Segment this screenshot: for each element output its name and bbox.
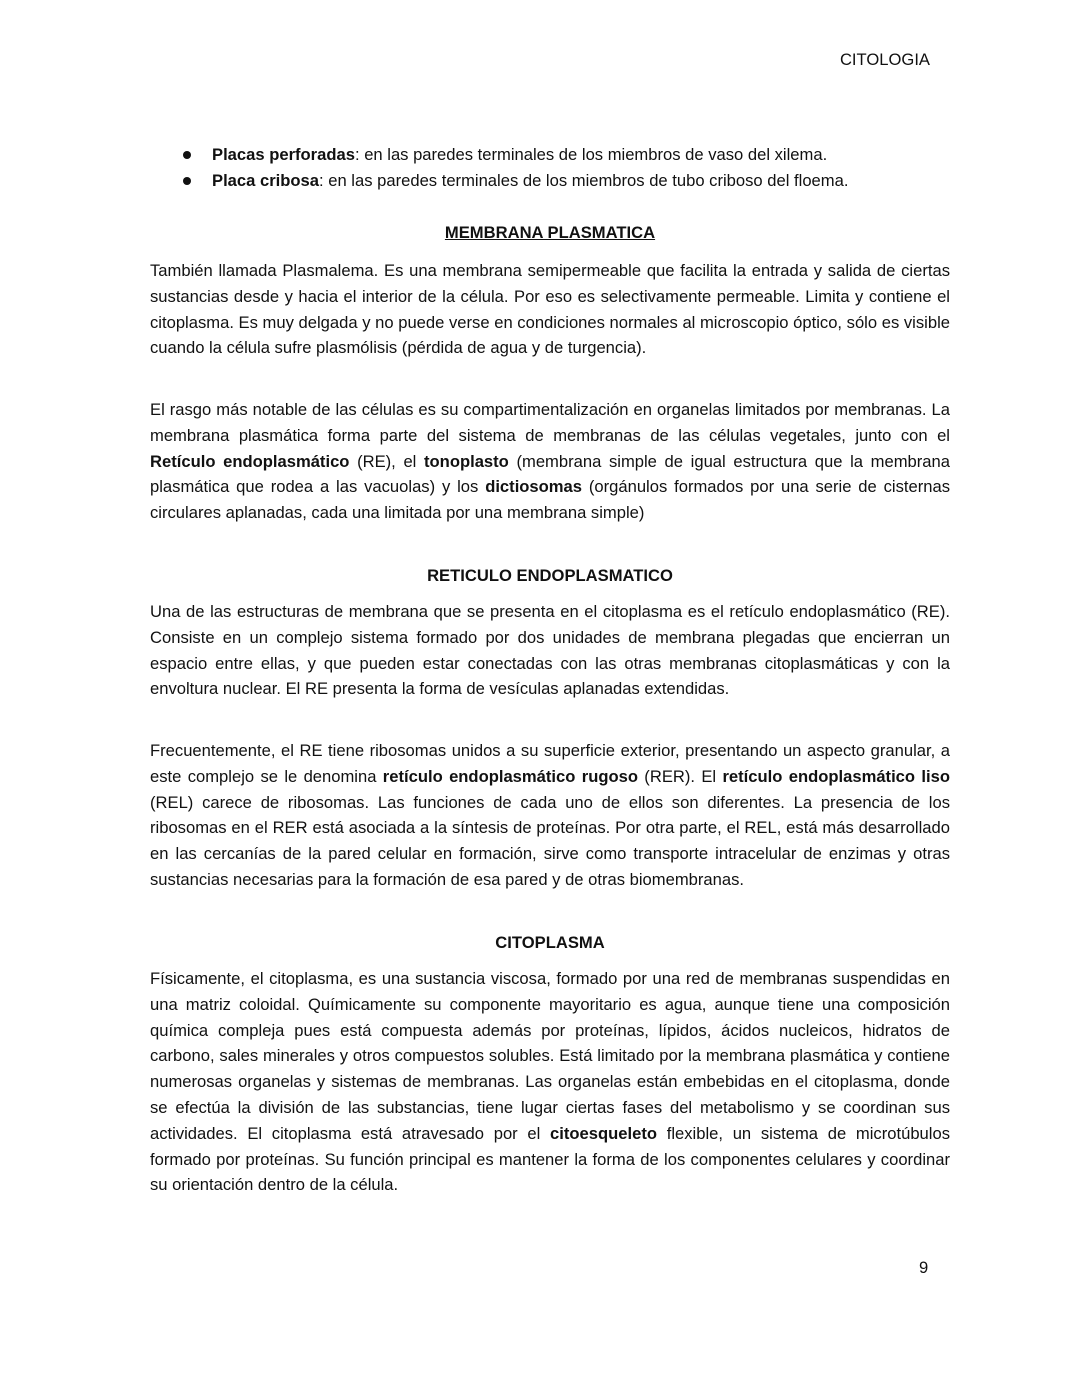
running-header: CITOLOGIA — [839, 50, 930, 69]
section-heading-reticulo: RETICULO ENDOPLASMATICO — [427, 566, 673, 585]
bold-term: retículo endoplasmático liso — [722, 766, 950, 786]
bullet-item — [150, 168, 950, 194]
text-run: (membrana simple de igual estructura que la membrana plasmática que rodea a las vacuolas) y los — [150, 451, 950, 497]
text-run: (RER). El — [637, 766, 723, 786]
page-number: 9 — [919, 1258, 929, 1277]
paragraph — [150, 397, 950, 526]
text-run: flexible, un sistema de microtúbulos formado por proteínas. Su función principal es mantener la forma de los componentes celulares y coordinar su orientación dentro de la célula. — [150, 1123, 950, 1195]
bullet-list — [150, 142, 950, 194]
bold-term: Retículo endoplasmático — [150, 451, 350, 471]
bold-term: Placas perforadas — [212, 145, 355, 164]
bold-term: Placa cribosa — [212, 170, 320, 190]
paragraph — [150, 599, 950, 702]
section-heading-membrana — [150, 220, 950, 246]
bold-term: retículo endoplasmático rugoso — [382, 766, 638, 786]
heading-text: MEMBRANA PLASMATICA — [444, 223, 656, 242]
text-run: Físicamente, el citoplasma, es una sustancia viscosa, formado por una red de membranas suspendidas en una matriz coloidal. Químicamente su componente mayoritario es agua, aunque tiene una composición química compleja pues está compuesta además por proteínas, lípidos, ácidos nucleicos, hidratos de carbono, sales minerales y otros compuestos solubles. Está limitado por la membrana plasmática y contiene numerosas organelas y sistemas de membranas. Las organelas están embebidas en el citoplasma, donde se efectúa la división de las substancias, tiene lugar ciertas fases del metabolismo y se coordinan sus actividades. El citoplasma está atravesado por el — [150, 969, 950, 1143]
text-run: : en las paredes terminales de los miembros de vaso del xilema. — [354, 145, 828, 164]
section-heading-citoplasma: CITOPLASMA — [495, 933, 605, 952]
paragraph — [150, 738, 950, 893]
bold-term: citoesqueleto — [550, 1123, 658, 1143]
text-run: También llamada Plasmalema. Es una membrana semipermeable que facilita la entrada y salida de ciertas sustancias desde y hacia el interior de la célula. Por eso es selectivamente permeable. Limita y contiene el citoplasma. Es muy delgada y no puede verse en condiciones normales al microscopio óptico, sólo es visible cuando la célula sufre plasmólisis (pérdida de agua y de turgencia). — [150, 261, 950, 358]
text-run: (RE), el — [349, 451, 425, 471]
bold-term: dictiosomas — [485, 477, 583, 497]
paragraph — [150, 258, 950, 361]
text-run: Frecuentemente, el RE tiene ribosomas unidos a su superficie exterior, presentando un aspecto granular, a este complejo se le denomina — [150, 741, 950, 786]
text-run: : en las paredes terminales de los miembros de tubo criboso del floema. — [319, 170, 849, 190]
text-run: (REL) carece de ribosomas. Las funciones de cada uno de ellos son diferentes. La presencia de los ribosomas en el RER está asociada a la síntesis de proteínas. Por otra parte, el REL, está más desarrollado en las cercanías de la pared celular en formación, sirve como transporte intracelular de enzimas y otras sustancias necesarias para la formación de esa pared y de otras biomembranas. — [150, 792, 950, 889]
text-run: (orgánulos formados por una serie de cisternas circulares aplanadas, cada una limitada por una membrana simple) — [150, 477, 951, 523]
bullet-item — [150, 142, 950, 168]
text-run: Una de las estructuras de membrana que se presenta en el citoplasma es el retículo endoplasmático (RE). Consiste en un complejo sistema formado por dos unidades de membrana plegadas que encierran un espacio entre ellas, y que pueden estar conectadas con las otras membranas citoplasmáticas y con la envoltura nuclear. El RE presenta la forma de vesículas aplanadas extendidas. — [150, 602, 950, 699]
bold-term: tonoplasto — [424, 451, 509, 471]
text-run: El rasgo más notable de las células es su compartimentalización en organelas limitados por membranas. La membrana plasmática forma parte del sistema de membranas de las células vegetales, junto con el — [150, 400, 950, 445]
paragraph — [150, 966, 950, 1198]
